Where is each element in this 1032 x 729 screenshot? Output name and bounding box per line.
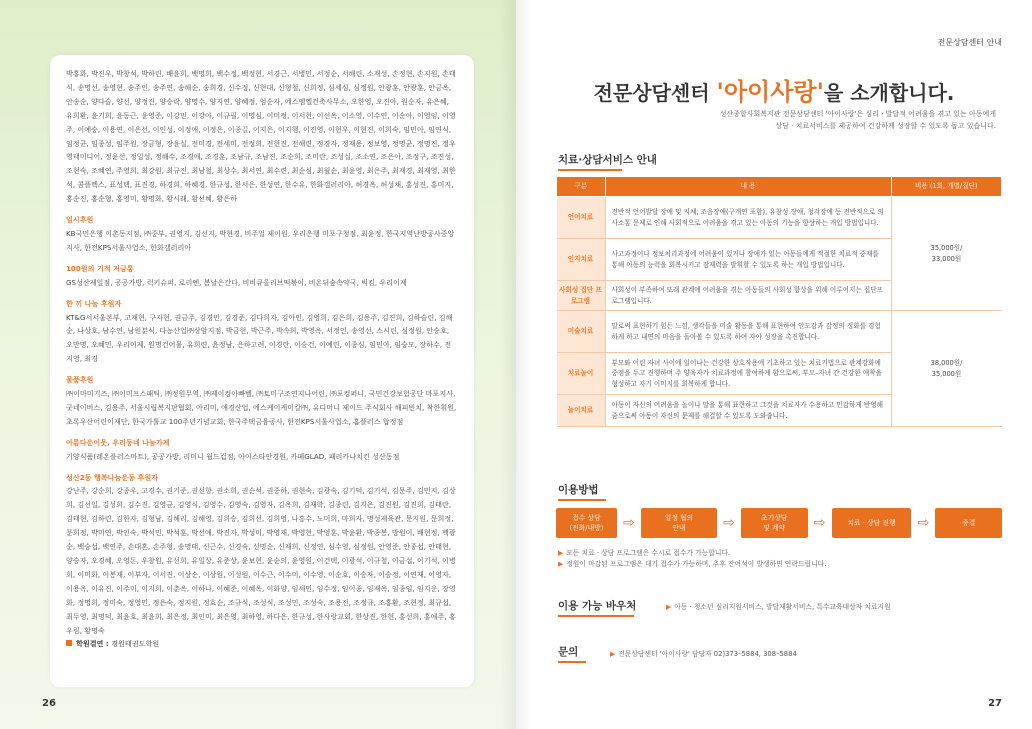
- page-gutter-shadow: [500, 0, 532, 729]
- triangle-bullet-icon: ▶: [610, 650, 616, 658]
- service-table: [556, 176, 1002, 427]
- square-bullet-icon: [66, 640, 72, 646]
- arrow-right-icon: ⇨: [813, 515, 826, 531]
- row-cost-group-1: 35,000원/ 33,000원: [891, 197, 1002, 311]
- voucher-text: [666, 601, 891, 611]
- title-underline: [558, 615, 634, 617]
- row-category: 언어치료: [557, 197, 606, 239]
- page-number-left: 26: [42, 698, 56, 709]
- step-reception: 접수 상담 (전화/내방): [556, 508, 617, 538]
- list-item: [558, 559, 826, 570]
- right-page: [516, 0, 1032, 729]
- section-body-coin-bank: GS성산제일점, 공공가방, 럭키슈퍼, 로리엔, 봄날은간다, 비비큐올리브떡볶이, 비온뒤숲속약국, 빅킴, 우리이제: [66, 277, 407, 287]
- section-title-happy-sharing: 성산2동 행복나눔운동 후원자: [66, 472, 159, 482]
- footnote-value: 경원태권도학원: [111, 639, 160, 649]
- triangle-bullet-icon: ▶: [558, 549, 564, 557]
- academy-footnote: [66, 637, 458, 651]
- contact-section-title: [558, 644, 578, 659]
- title-prefix: 전문상담센터: [593, 81, 710, 105]
- header-label: 전문상담센터 안내: [937, 38, 1002, 47]
- title-highlight: '아이사랑': [716, 78, 824, 106]
- table-row: [557, 311, 1002, 353]
- contact-section-title-text: 문의: [558, 646, 579, 658]
- usage-section-title: [558, 482, 599, 497]
- col-header-cost: 비용 (1회, 개별/집단): [891, 177, 1002, 197]
- arrow-right-icon: ⇨: [623, 515, 635, 531]
- intro-line-2: 상담 · 치료서비스를 제공하여 건강하게 성장할 수 있도록 돕고 있습니다.: [775, 122, 996, 130]
- contact-text: [610, 648, 797, 658]
- service-section-title: [558, 152, 657, 167]
- section-title-coin-bank: 100원의 기적 저금통: [66, 263, 134, 273]
- intro-line-1: 성산종합사회복지관 전문상담센터 '아이사랑'은 심리 · 발달적 어려움을 겪고 있는 아동에게: [719, 110, 996, 118]
- usage-steps: [556, 508, 1002, 538]
- row-description: 말로써 표현하기 힘든 느낌, 생각들을 미술 활동을 통해 표현하여 안도감과 감정의 정화를 경험하게 하고 내면의 마음을 돌아볼 수 있도록 하여 자아 성장을 촉진합니다.: [605, 311, 891, 353]
- row-category: 미술치료: [557, 311, 606, 353]
- section-body-onetime: KB국민은행 이촌동지점, ㈜중부, 권영지, 김선지, 박현경, 비주얼 제이원, 우리은행 미포구청점, 최윤정, 한국지역난방공사중앙지사, 한전KPS서울사업소, 한화갤러리아: [66, 228, 455, 252]
- title-underline: [558, 499, 606, 501]
- row-description: 사회성이 부족하여 또래 관계에 어려움을 겪는 아동들의 사회성 향상을 위해 이루어지는 집단프로그램입니다.: [605, 281, 891, 311]
- row-description: 사고과정이나 정보처리과정에 어려움이 있거나 장애가 있는 아동들에게 적절한 치료적 중재를 통해 아동의 능력을 회복시키고 잠재력을 발휘할 수 있도록 하는 개입 방법입니다.: [605, 239, 891, 281]
- list-item: [558, 548, 826, 559]
- row-description: 부모와 어린 자녀 사이에 일어나는 건강한 상호작용에 기초하고 있는 치료기법으로 관계강화에 중점을 두고 진행하며 주 양육자가 치료과정에 참여하게 함으로써, 부모–자녀 간 건강한 애착을 형성하고 자기 이미지를 회복하게 합니다.: [605, 353, 891, 395]
- section-title-onetime: 일시후원: [66, 215, 94, 225]
- step-closing: 종결: [935, 508, 1002, 538]
- contact-text-content: 전문상담센터 '아이사랑' 담당자 02)373–5884, 308–5884: [618, 650, 797, 658]
- usage-section-title-text: 이용방법: [558, 484, 599, 496]
- section-title-goods: 물품후원: [66, 375, 94, 385]
- row-cost-group-2: 38,000원/ 35,000원: [891, 311, 1002, 427]
- row-description: 아동이 자신의 어려움을 놀이나 말을 통해 표현하고 그것을 치료자가 수용하고 민감하게 반영해줌으로써 아동이 자신의 문제를 해결할 수 있도록 도와줍니다.: [605, 395, 891, 427]
- intro-text: [596, 108, 996, 132]
- title-underline: [558, 169, 622, 171]
- arrow-right-icon: ⇨: [723, 515, 735, 531]
- step-treatment: 치료 · 상담 진행: [832, 508, 912, 538]
- section-body-shops: 기양식품(레온플러스마트), 공공가방, 리미니 월드컵점, 아이스타안경원, 카페GLAD, 패리카나치킨 성산동점: [66, 451, 400, 461]
- step-initial-consult: 초기상담 및 계약: [741, 508, 808, 538]
- step-schedule: 일정 협의 안내: [641, 508, 717, 538]
- page-title: [516, 72, 1032, 107]
- row-category: 놀이치료: [557, 395, 606, 427]
- triangle-bullet-icon: ▶: [666, 603, 672, 611]
- note-text: 모든 치료 · 상담 프로그램은 수시로 접수가 가능합니다.: [566, 549, 731, 557]
- title-underline: [558, 661, 586, 663]
- voucher-section-title-text: 이용 가능 바우처: [558, 600, 637, 612]
- service-section-title-text: 치료·상담서비스 안내: [558, 154, 657, 166]
- donor-list-panel: [50, 55, 474, 687]
- usage-notes: [558, 548, 826, 570]
- section-body-meal-sponsor: KT&G서서울본부, 고재현, 구자현, 권금주, 김경민, 김경준, 김다희자, 김아인, 김영희, 김은희, 김용주, 김진희, 김하슬린, 김해순, 나상호, 남수연, 남원분식, 다농산업㈜상암지점, 박금현, 박근주, 박속희, 박영옥, 서정인, 송영선, 스시린, 심정원, 안승호, 오만명, 오혜민, 우리이제, 원명건어물, 유희련, 윤정남, 은하고려, 이경란, 이승건, 이예린, 이종심, 임민아, 임승모, 장하수, 전지영, 최경: [66, 312, 453, 364]
- row-category: 인지치료: [557, 239, 606, 281]
- note-text: 정원이 마감된 프로그램은 대기 접수가 가능하며, 추후 잔여석이 발생하면 연락드립니다.: [566, 560, 827, 568]
- footnote-label: 학원결연 :: [76, 639, 109, 649]
- voucher-section-title: [558, 598, 636, 613]
- arrow-right-icon: ⇨: [917, 515, 930, 531]
- row-category: 사회성 집단 프로그램: [557, 281, 606, 311]
- section-body-goods: ㈜이마미기즈, ㈜이미프스패틱, ㈜정원무역, ㈜제이컴아빠벨, ㈜토미구조연지나어린, ㈜포컴퍼니, 국민건강보험공단 마포지사, 굿네이버스, 김용주, 서울시립복지판협회, 아리미, 애경산업, 에스케이케미칼㈜, 유디머니 제이드 주식회사 해피빈치, 착한휘원, 초록우산어린이재단, 한국가톨교 100주년기념교회, 한국주택금융공사, 한전KPS서울사업소, 홈플러스 합정점: [66, 389, 457, 426]
- row-description: 전반적 언어발달 장애 및 지체, 조음장애(구개연 포함), 유창성 장애, 청각장애 등 전반적으로 의사소통 문제로 인해 사회적으로 어려움을 겪고 있는 아동의 기능을 향상하는 개입 방법입니다.: [605, 197, 891, 239]
- voucher-text-content: 아동 · 청소년 심리지원서비스, 발달재활서비스, 특수교육대상자 치료지원: [674, 603, 891, 611]
- section-body-happy-sharing: 강난주, 강순희, 강종우, 고경수, 권기준, 권선향, 권소희, 권순석, 권중하, 권현숙, 김광숙, 김기덕, 김기석, 김문주, 김민지, 김상희, 김선일, 김성희, 김수진, 김영균, 김영식, 김영수, 김영숙, 김영자, 김옥희, 김재학, 김종린, 김지은, 김진원, 김진희, 김태란, 김태현, 김하린, 김한자, 김형남, 김해리, 김해영, 김희승, 김희선, 김희영, 나흥수, 노미희, 마희자, 명성제육관, 문지원, 문희정, 문희정, 박미연, 박인숙, 박석민, 박석훈, 박선애, 박진자, 박성미, 박영재, 박영현, 박영훈, 박윤환, 박종봉, 방원이, 배현정, 백광순, 백승섭, 백연주, 손대혼, 손주형, 송명태, 신근수, 신경숙, 신명순, 신재희, 신정연, 심수영, 심정원, 안영준, 안종섭, 안태현, 양승자, 오경혜, 오영돈, 우창원, 유선희, 유일상, 유준상, 윤보현, 윤순의, 윤영원, 이건택, 이광석, 이규철, 이금섭, 이기석, 이병희, 이미화, 이봉재, 이부자, 이서진, 이상순, 이상원, 이성원, 이수근, 이수미, 이수영, 이순호, 이승자, 이승정, 이연재, 이영자, 이용옥, 이유진, 이주미, 이지희, 이춘옥, 이하나, 이혜준, 이혜옥, 이화양, 임세민, 임수정, 임이종, 임재옥, 임종임, 임지운, 장영화, 정명희, 정미숙, 정영민, 정은숙, 정지원, 정효순, 조규식, 조성식, 조성민, 조성숙, 조용진, 조정규, 조홍환, 조현정, 최규섭, 최두영, 최명덕, 최윤호, 최윤희, 최은정, 최인미, 최은영, 최하영, 하다은, 한규성, 한사랑교회, 한상진, 한현, 홍선희, 홍애주, 홍우림, 황명숙: [66, 486, 456, 635]
- triangle-bullet-icon: ▶: [558, 560, 564, 568]
- col-header-category: 구분: [557, 177, 606, 197]
- donor-paragraph: 박홍화, 박진우, 박창석, 박하린, 배윤희, 백명희, 백수정, 백정현, 서경근, 서병민, 서정순, 서해린, 소재성, 손정현, 손지원, 손태식, 송명선, 송영현, 송주인, 송주연, 송해순, 송희경, 신수정, 신현대, 신형철, 신희정, 심세심, 심정원, 안광훈, 안광훈, 안금옥, 안송순, 양다슬, 양선, 양정진, 양승락, 양명수, 양지연, 양혜정, 엄순자, 에스엠엘건축사무소, 오한영, 오진아, 원순자, 유은혜, 유희환, 윤기희, 윤동근, 윤영준, 이강민, 이강아, 이규필, 이명심, 이미정, 이서현, 이선옥, 이소영, 이수연, 이순아, 이영임, 이영주, 이예승, 이용연, 이은선, 이인성, 이정애, 이정은, 이종길, 이지은, 이지행, 이진영, 이현우, 이현진, 이희숙, 임민아, 임연식, 임정균, 임종성, 임주원, 장금형, 장윤실, 전미경, 전세미, 전정희, 전현진, 전해련, 정경자, 정재용, 정보영, 정명균, 정명진, 정우영태미디어, 정윤선, 정일성, 정해수, 조경애, 조경훈, 조남규, 조남진, 조순희, 조미란, 조성실, 조소연, 조은아, 조정구, 조진성, 조현숙, 조혜연, 주영희, 최강원, 최규진, 최남철, 최상수, 최서연, 최수련, 최순심, 최월순, 최윤영, 최은주, 최재경, 최재영, 최한석, 콤플렉스, 표성택, 표진경, 하경희, 하혜경, 한규성, 한서은, 한성연, 한수유, 한화갤러리아, 허경옥, 허성채, 홍성진, 홍미지, 홍순진, 홍순형, 홍영미, 황명화, 황시래, 황선혜, 황은하: [66, 69, 456, 204]
- title-suffix: 을 소개합니다.: [823, 81, 955, 105]
- table-row: [557, 197, 1002, 239]
- page-number-right: 27: [988, 698, 1002, 709]
- section-title-shops: 아름다운이웃, 우리동네 나눔가게: [66, 437, 170, 447]
- section-title-meal-sponsor: 한 끼 나눔 후원자: [66, 298, 122, 308]
- col-header-content: 내 용: [605, 177, 891, 197]
- row-category: 치료놀이: [557, 353, 606, 395]
